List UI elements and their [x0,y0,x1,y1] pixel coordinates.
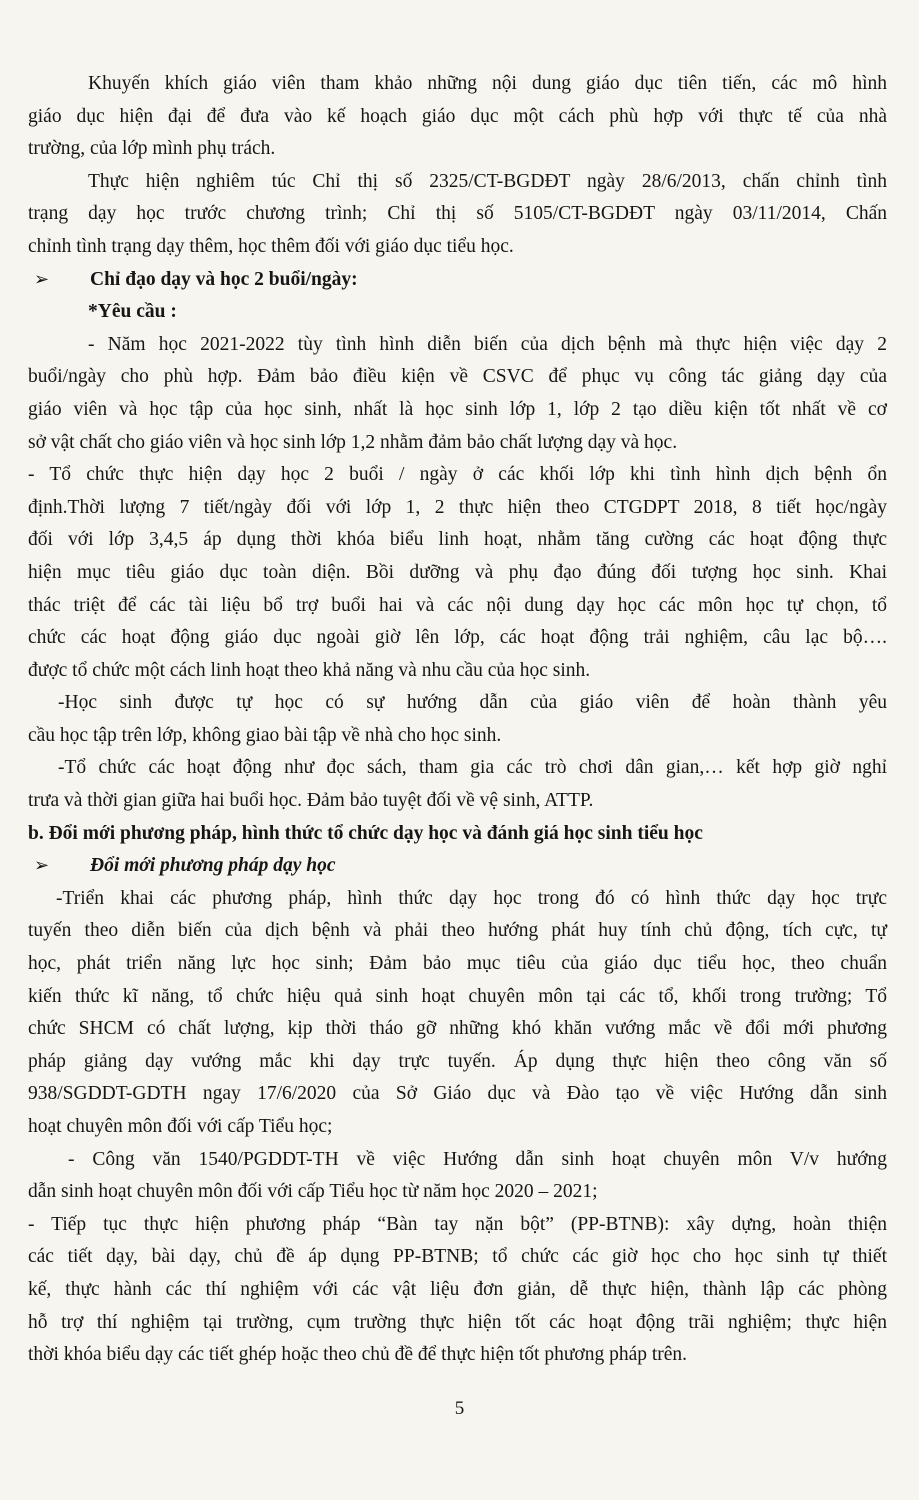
text-line: cầu học tập trên lớp, không giao bài tập về nhà cho học sinh. [28,724,502,746]
text-line: hiện mục tiêu giáo dục toàn diện. Bồi dưỡng và phụ đạo đúng đối tượng học sinh. Khai [28,561,887,583]
bullet-heading-two-sessions [28,264,887,297]
text-line: -Triển khai các phương pháp, hình thức dạy học trong đó có hình thức dạy học trực [56,887,887,909]
arrow-bullet-icon: ➢ [34,268,50,290]
text-line: giáo viên và học tập của học sinh, nhất là học sinh lớp 1, lớp 2 tạo diều kiện tốt nhất về cơ [28,398,887,420]
paragraph-encourage [28,68,887,166]
text-line: 938/SGDDT-GDTH ngay 17/6/2020 của Sở Giáo dục và Đào tạo về việc Hướng dẫn sinh [28,1083,887,1105]
page-number: 5 [454,1398,465,1419]
text-line: - Năm học 2021-2022 tùy tình hình diễn biến của dịch bệnh mà thực hiện việc dạy 2 [88,333,887,355]
text-line: Khuyến khích giáo viên tham khảo những nội dung giáo dục tiên tiến, các mô hình [88,73,887,94]
text-line: định.Thời lượng 7 tiết/ngày đối với lớp 1, 2 thực hiện theo CTGDPT 2018, 8 tiết học/ngày [28,496,887,518]
text-line: pháp giảng dạy vướng mắc khi dạy trực tuyến. Áp dụng thực hiện theo công văn số [28,1050,887,1072]
heading-text: Chỉ đạo dạy và học 2 buổi/ngày: [90,268,358,290]
text-line: học, phát triển năng lực học sinh; Đảm bảo mục tiêu của giáo dục tiểu học, theo chuẩn [28,953,887,975]
text-line: thời khóa biểu dạy các tiết ghép hoặc theo chủ đề để thực hiện tốt phương pháp trên. [28,1344,688,1366]
text-line: thác triệt để các tài liệu bổ trợ buổi hai và các nội dung dạy học các môn học tự chọn, tổ [28,594,887,616]
text-line: -Học sinh được tự học có sự hướng dẫn của giáo viên để hoàn thành yêu [58,692,887,714]
paragraph-organize-two-sessions [28,459,887,687]
requirement-label: *Yêu cầu : [88,301,177,323]
text-line: tuyến theo diễn biến của dịch bệnh và phải theo hướng phát huy tính chủ động, tích cực, tự [28,920,887,942]
text-line: - Công văn 1540/PGDDT-TH về việc Hướng dẫn sinh hoạt chuyên môn V/v hướng [68,1148,887,1170]
text-line: các tiết dạy, bài dạy, chủ đề áp dụng PP-BTNB; tổ chức các giờ học cho học sinh tự thiết [28,1246,887,1268]
section-heading-b: b. Đổi mới phương pháp, hình thức tổ chức dạy học và đánh giá học sinh tiểu học [28,822,703,844]
text-line: dẫn sinh hoạt chuyên môn đối với cấp Tiểu học từ năm học 2020 – 2021; [28,1181,598,1203]
text-line: đối với lớp 3,4,5 áp dụng thời khóa biểu linh hoạt, nhằm tăng cường các hoạt động thực [28,529,887,551]
text-line: hoạt chuyên môn đối với cấp Tiểu học; [28,1116,333,1137]
text-line: giáo dục hiện đại để đưa vào kế hoạch giáo dục một cách phù hợp với thực tế của nhà [28,105,887,127]
text-line: kế, thực hành các thí nghiệm với các vật liệu đơn giản, dễ thực hiện, thành lập các phòng [28,1278,887,1300]
text-line: hỗ trợ thí nghiệm tại trường, cụm trường thực hiện tốt các hoạt động trãi nghiệm; thực hiện [28,1311,887,1333]
arrow-bullet-icon: ➢ [34,855,50,877]
paragraph-official-letter [28,1144,887,1209]
heading-text: Đổi mới phương pháp dạy học [90,855,336,877]
text-line: chỉnh tình trạng dạy thêm, học thêm đối với giáo dục tiểu học. [28,235,514,257]
paragraph-directive [28,166,887,264]
text-line: Thực hiện nghiêm túc Chỉ thị số 2325/CT-BGDĐT ngày 28/6/2013, chấn chỉnh tình [88,170,887,192]
text-line: trưa và thời gian giữa hai buổi học. Đảm bảo tuyệt đối về vệ sinh, ATTP. [28,790,594,812]
paragraph-self-study [28,687,887,752]
paragraph-activities [28,752,887,817]
text-line: được tổ chức một cách linh hoạt theo khả năng và nhu cầu của học sinh. [28,659,591,681]
text-line: -Tổ chức các hoạt động như đọc sách, tham gia các trò chơi dân gian,… kết hợp giờ nghỉ [58,757,887,779]
text-line: trường, của lớp mình phụ trách. [28,138,276,160]
paragraph-deploy-methods [28,883,887,1144]
paragraph-hands-on [28,1209,887,1372]
text-line: - Tổ chức thực hiện dạy học 2 buổi / ngày ở các khối lớp khi tình hình dịch bệnh ổn [28,464,887,486]
text-line: trạng dạy học trước chương trình; Chỉ thị số 5105/CT-BGDĐT ngày 03/11/2014, Chấn [28,203,887,225]
text-line: - Tiếp tục thực hiện phương pháp “Bàn tay nặn bột” (PP-BTNB): xây dựng, hoàn thiện [28,1213,887,1235]
text-line: buổi/ngày cho phù hợp. Đảm bảo điều kiện về CSVC để phục vụ công tác giảng dạy của [28,366,887,388]
paragraph-school-year [28,329,887,459]
text-line: sở vật chất cho giáo viên và học sinh lớp 1,2 nhằm đảm bảo chất lượng dạy và học. [28,431,678,453]
text-line: chức các hoạt động giáo dục ngoài giờ lên lớp, các hoạt động trải nghiệm, câu lạc bộ…. [28,627,887,649]
bullet-heading-method [28,850,887,883]
text-line: kiến thức kĩ năng, tổ chức hiệu quả sinh hoạt chuyên môn tại các tổ, khối trong trường; Tổ [28,985,887,1007]
text-line: chức SHCM có chất lượng, kịp thời tháo gỡ những khó khăn vướng mắc về đổi mới phương [28,1018,887,1040]
